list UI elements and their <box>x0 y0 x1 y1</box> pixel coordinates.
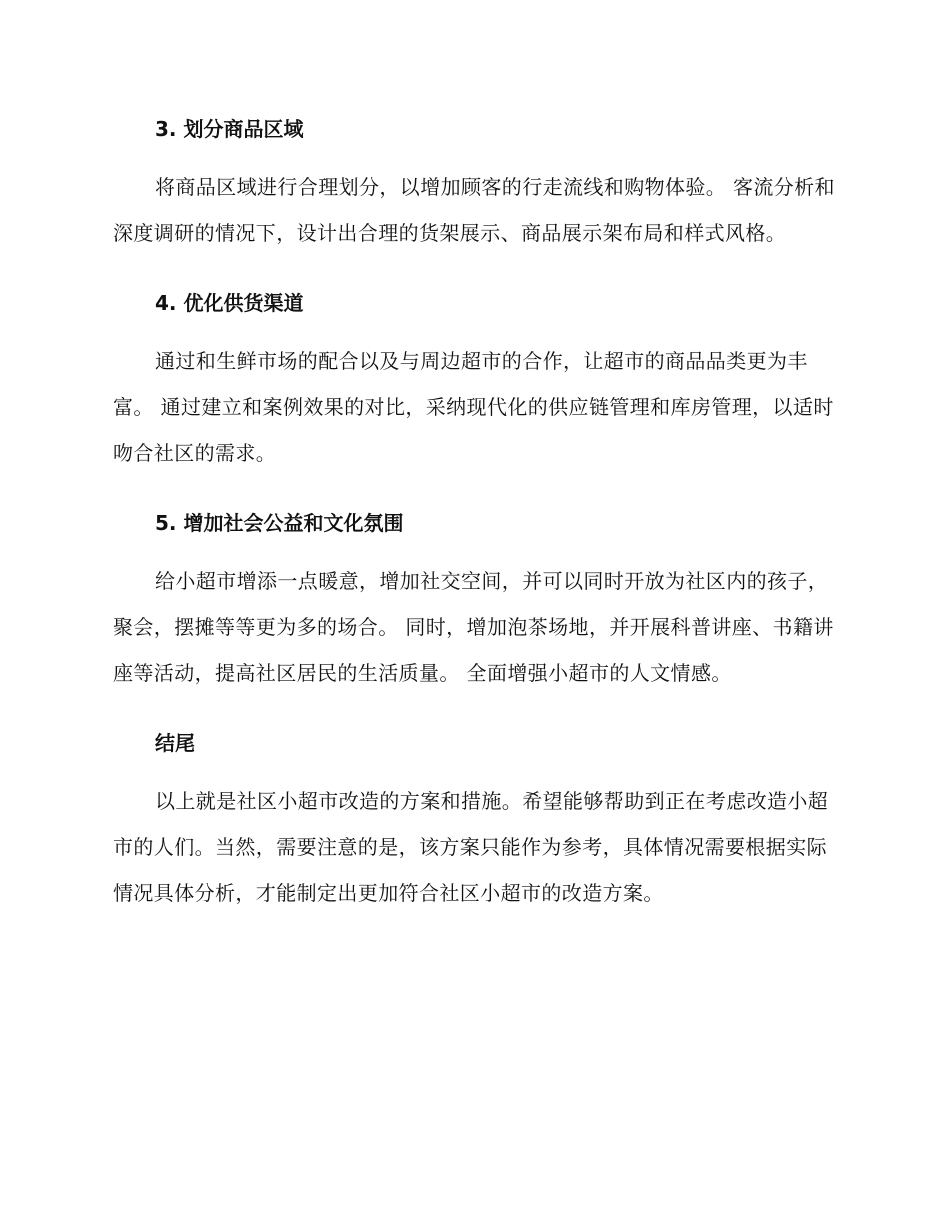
section-paragraph-4: 通过和生鲜市场的配合以及与周边超市的合作，让超市的商品品类更为丰富。 通过建立和案例效果的对比，采纳现代化的供应链管理和库房管理，以适时吻合社区的需求。 <box>113 349 834 465</box>
document-page <box>113 112 835 916</box>
section-paragraph-5: 给小超市增添一点暖意，增加社交空间，并可以同时开放为社区内的孩子，聚会，摆摊等等更为多的场合。 同时，增加泡茶场地，并开展科普讲座、书籍讲座等活动，提高社区居民的生活质量。 全面增强小超市的人文情感。 <box>113 569 834 685</box>
section-heading-4: 4. 优化供货渠道 <box>155 291 304 315</box>
conclusion-heading: 结尾 <box>155 731 195 755</box>
section-paragraph-3: 将商品区域进行合理划分，以增加顾客的行走流线和购物体验。 客流分析和深度调研的情况下，设计出合理的货架展示、商品展示架布局和样式风格。 <box>113 175 835 245</box>
conclusion-paragraph: 以上就是社区小超市改造的方案和措施。希望能够帮助到正在考虑改造小超市的人们。当然，需要注意的是，该方案只能作为参考，具体情况需要根据实际情况具体分析，才能制定出更加符合社区小超市的改造方案。 <box>113 789 829 905</box>
section-heading-5: 5. 增加社会公益和文化氛围 <box>155 511 404 535</box>
section-heading-3: 3. 划分商品区域 <box>155 117 304 141</box>
